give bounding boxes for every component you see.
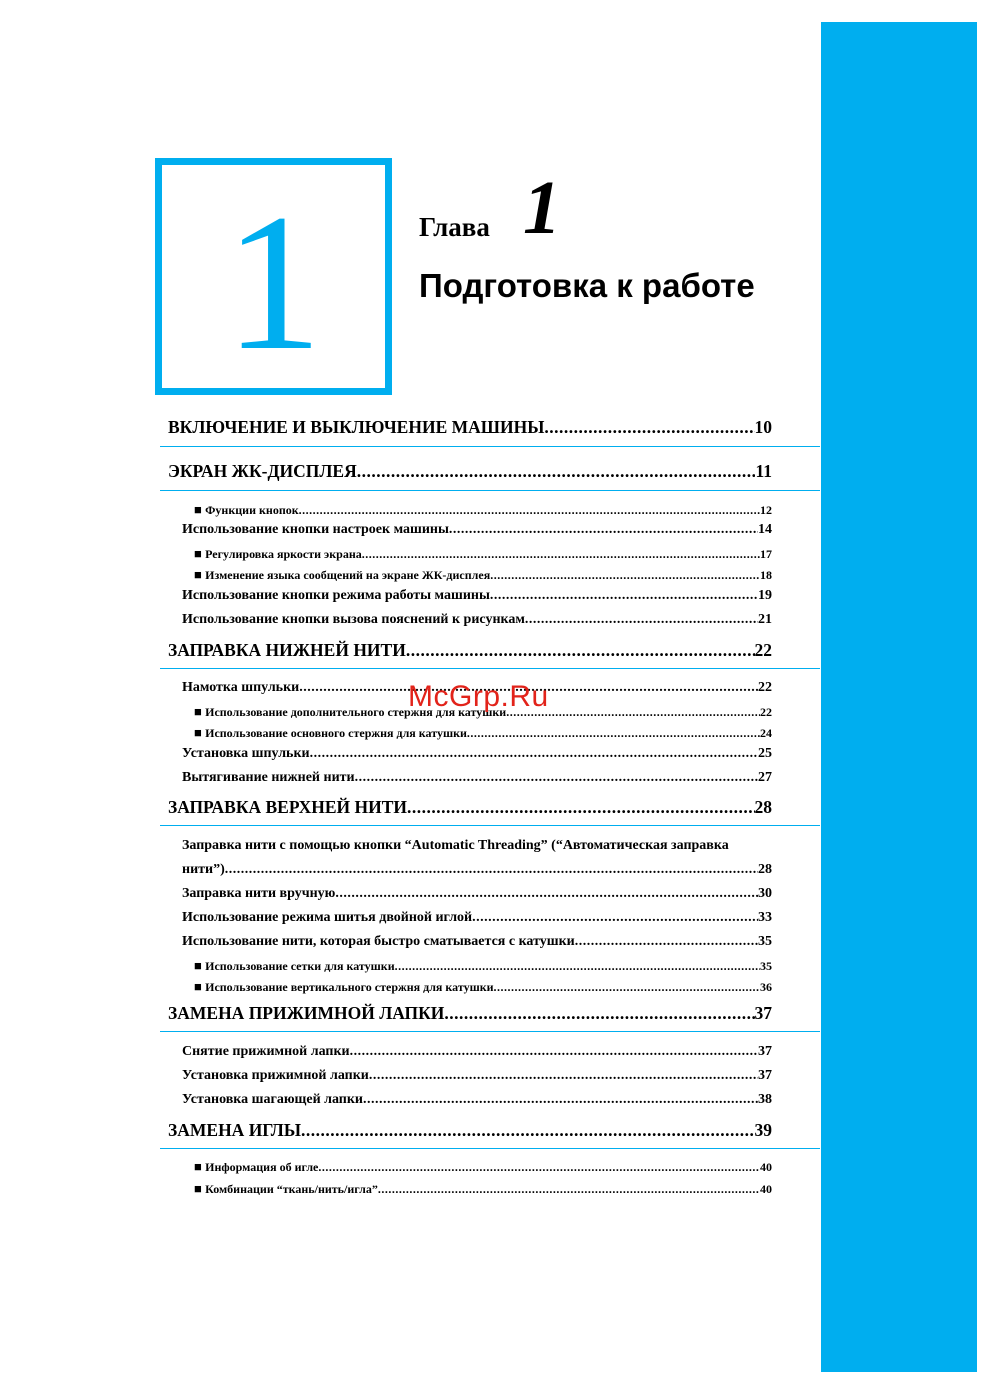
section-divider [160,446,820,447]
toc-entry-title: Заправка нити вручную [182,886,336,901]
toc-page-number: 17 [760,547,772,561]
toc-entry-title: Использование нити, которая быстро сматывается с катушки [182,934,575,949]
toc-entry[interactable] [194,958,772,974]
toc-entry-title: ■ Комбинации “ткань/нить/игла” [205,1182,378,1196]
toc-page-number: 25 [758,746,772,761]
toc-section-title: ЗАМЕНА ПРИЖИМНОЙ ЛАПКИ [168,1003,445,1023]
toc-page-number: 12 [760,503,772,517]
toc-page-number: 35 [758,934,772,949]
toc-section[interactable] [168,417,772,438]
chapter-number-box [155,158,392,395]
toc-entry-title: Установка шпульки [182,746,310,761]
toc-section-title: ЗАМЕНА ИГЛЫ [168,1120,302,1140]
toc-page-number: 22 [754,640,772,660]
toc-page-number: 40 [760,1160,772,1174]
toc-section[interactable] [168,1120,772,1141]
watermark: McGrp.Ru [408,680,549,713]
toc-page-number: 24 [760,726,772,740]
toc-section-title: ЗАПРАВКА НИЖНЕЙ НИТИ [168,640,406,660]
toc-entry[interactable] [194,546,772,562]
toc-page-number: 22 [758,680,772,695]
toc-entry[interactable] [182,522,772,538]
toc-page-number: 18 [760,568,772,582]
section-divider [160,1031,820,1032]
toc-entry-title: ■ Информация об игле [205,1160,319,1174]
toc-entry-title: Использование кнопки настроек машины [182,522,449,537]
section-divider [160,1148,820,1149]
chapter-number-large: 1 [224,174,323,391]
toc-entry-title: Установка шагающей лапки [182,1092,364,1107]
toc-page-number: 37 [758,1068,772,1083]
toc-entry[interactable] [182,746,772,762]
toc-entry[interactable] [194,567,772,583]
toc-page-number: 27 [758,770,772,785]
toc-section[interactable] [168,461,772,482]
toc-entry-title: ■ Использование вертикального стержня для катушки [205,980,494,994]
toc-section-title: ЭКРАН ЖК-ДИСПЛЕЯ [168,461,357,481]
toc-entry[interactable] [182,770,772,786]
toc-entry[interactable] [182,612,772,628]
toc-page-number: 21 [758,612,772,627]
toc-entry[interactable] [182,588,772,604]
toc-entry-title: ■ Использование основного стержня для катушки [205,726,467,740]
section-divider [160,825,820,826]
toc-entry[interactable] [194,502,772,518]
toc-section[interactable] [168,640,772,661]
toc-entry-title: Намотка шпульки [182,680,300,695]
toc-page-number: 39 [754,1120,772,1140]
toc-entry-title: ■ Функции кнопок [205,503,299,517]
toc-entry[interactable] [194,979,772,995]
toc-page-number: 11 [755,461,772,481]
toc-page-number: 10 [754,417,772,437]
toc-entry[interactable] [182,862,772,878]
toc-page-number: 30 [758,886,772,901]
toc-entry-title: Снятие прижимной лапки [182,1044,350,1059]
toc-page-number: 28 [754,797,772,817]
toc-entry-title: ■ Использование сетки для катушки [205,959,395,973]
toc-page-number: 38 [758,1092,772,1107]
chapter-label: Глава [419,212,490,242]
toc-entry[interactable] [182,1044,772,1060]
toc-page-number: 37 [754,1003,772,1023]
toc-entry[interactable] [182,1068,772,1084]
toc-entry-title: Использование кнопки режима работы машины [182,588,490,603]
toc-page-number: 14 [758,522,772,537]
chapter-title: Подготовка к работе [419,267,755,304]
side-color-band [821,22,977,1372]
toc-entry-title: Использование кнопки вызова пояснений к рисункам [182,612,525,627]
toc-entry[interactable] [182,934,772,950]
toc-section-title: ВКЛЮЧЕНИЕ И ВЫКЛЮЧЕНИЕ МАШИНЫ [168,417,545,437]
chapter-label-number: 1 [523,166,561,250]
toc-section[interactable] [168,797,772,818]
toc-entry-title: Использование режима шитья двойной иглой [182,910,473,925]
toc-page-number: 28 [758,862,772,877]
toc-section[interactable] [168,1003,772,1024]
toc-page-number: 33 [758,910,772,925]
toc-entry[interactable] [182,910,772,926]
toc-page-number: 37 [758,1044,772,1059]
toc-entry-title: ■ Регулировка яркости экрана [205,547,362,561]
toc-entry-title: Вытягивание нижней нити [182,770,355,785]
toc-entry[interactable] [182,886,772,902]
toc-page-number: 36 [760,980,772,994]
toc-entry-title: нити”) [182,862,225,877]
toc-page-number: 40 [760,1182,772,1196]
toc-entry[interactable] [194,1181,772,1197]
section-divider [160,668,820,669]
toc-entry[interactable] [182,1092,772,1108]
section-divider [160,490,820,491]
toc-entry-title: ■ Использование дополнительного стержня для катушки [205,705,507,719]
toc-page-number: 19 [758,588,772,603]
toc-section-title: ЗАПРАВКА ВЕРХНЕЙ НИТИ [168,797,408,817]
toc-page-number: 22 [760,705,772,719]
toc-entry-first-line[interactable]: Заправка нити с помощью кнопки “Automatic Threading” (“Автоматическая заправка [182,838,729,853]
toc-entry-title: ■ Изменение языка сообщений на экране ЖК-дисплея [205,568,491,582]
toc-page-number: 35 [760,959,772,973]
toc-entry[interactable] [194,1159,772,1175]
toc-entry-title: Установка прижимной лапки [182,1068,369,1083]
toc-entry[interactable] [194,725,772,741]
